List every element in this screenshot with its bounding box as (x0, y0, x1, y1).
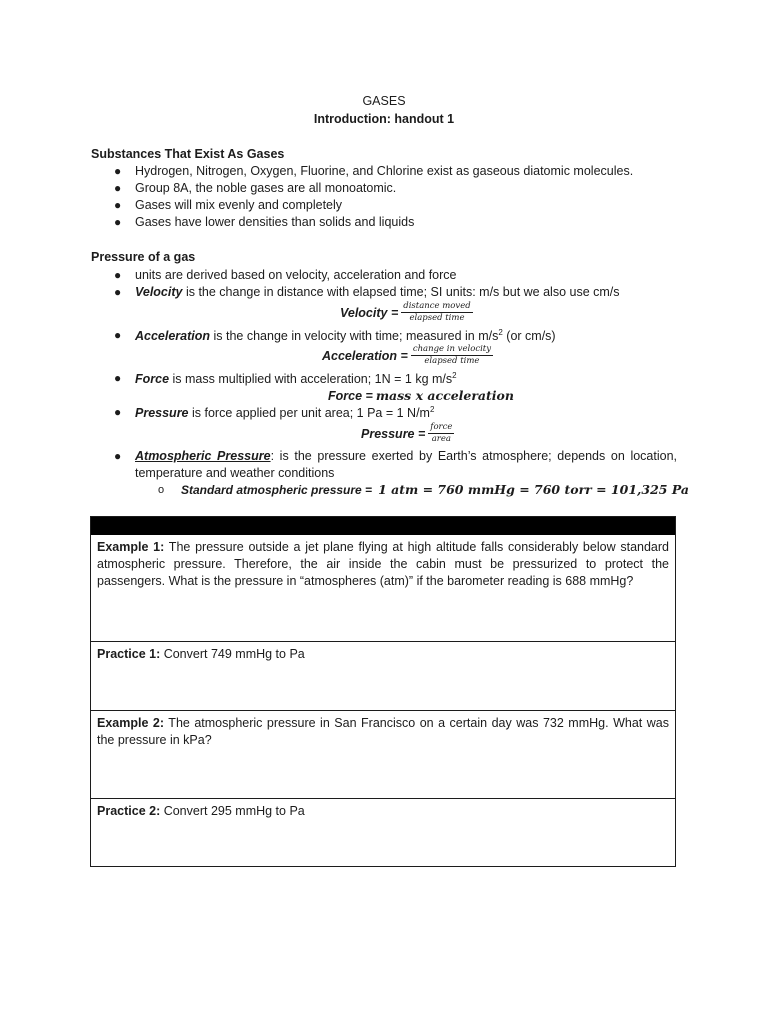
list-item-pressure (135, 405, 434, 420)
bullet-icon: ● (114, 328, 122, 342)
example-2-label: Example 2: (97, 716, 165, 730)
list-item-force (135, 371, 457, 386)
section-heading-pressure: Pressure of a gas (91, 250, 196, 264)
bullet-icon: ● (114, 164, 122, 178)
practice-2-text: Convert 295 mmHg to Pa (160, 804, 305, 818)
term-velocity: Velocity (135, 285, 183, 299)
fraction-denominator: elapsed time (409, 313, 465, 323)
example-1-cell (91, 535, 675, 641)
force-formula-label: Force = (328, 388, 373, 403)
fraction-numerator: distance moved (403, 301, 471, 311)
bullet-icon: ● (114, 181, 122, 195)
pressure-formula (361, 422, 454, 445)
list-item-acceleration (135, 328, 556, 343)
fraction-numerator: change in velocity (412, 344, 492, 354)
velocity-formula-label: Velocity = (340, 305, 399, 320)
practice-2-label: Practice 2: (97, 804, 161, 818)
example-2-cell (91, 710, 675, 798)
list-item-velocity (135, 285, 620, 299)
superscript: 2 (452, 371, 457, 380)
problems-table (90, 516, 676, 867)
table-header-bar (91, 517, 675, 535)
force-definition: is mass multiplied with acceleration; 1N = 1 kg m/s (169, 372, 453, 387)
bullet-icon: ● (114, 198, 122, 212)
atmospheric-definition: : is the pressure exerted by Earth’s atmosphere; depends on location, temperature and weather conditions (135, 449, 677, 480)
list-item: Hydrogen, Nitrogen, Oxygen, Fluorine, and Chlorine exist as gaseous diatomic molecules. (135, 164, 634, 178)
bullet-icon: ● (114, 405, 122, 419)
standard-pressure-label: Standard atmospheric pressure = (181, 482, 373, 497)
pressure-fraction (428, 422, 454, 445)
example-1-label: Example 1: (97, 540, 165, 554)
example-1-text: The pressure outside a jet plane flying at high altitude falls considerably below standard atmospheric pressure. Therefore, the air inside the cabin must be pressurized to protect the passengers. What is the pressure in “atmospheres (atm)” if the barometer reading is 688 mmHg? (97, 540, 669, 588)
list-item: Gases have lower densities than solids and liquids (135, 215, 415, 229)
page-subtitle: Introduction: handout 1 (313, 112, 455, 126)
term-atmospheric-pressure: Atmospheric Pressure (135, 449, 271, 463)
list-item-atmospheric (135, 448, 677, 482)
term-force: Force (135, 372, 170, 387)
pressure-definition: is force applied per unit area; 1 Pa = 1 N/m (188, 406, 430, 421)
sub-bullet-icon: o (158, 484, 165, 496)
example-2-text: The atmospheric pressure in San Francisco on a certain day was 732 mmHg. What was the pressure in kPa? (97, 716, 669, 747)
practice-1-label: Practice 1: (97, 647, 161, 661)
page-title: GASES (362, 94, 406, 108)
acceleration-definition: is the change in velocity with time; measured in m/s (210, 329, 499, 344)
bullet-icon: ● (114, 215, 122, 229)
bullet-icon: ● (114, 268, 122, 282)
section-heading-gases: Substances That Exist As Gases (91, 147, 285, 161)
practice-1-text: Convert 749 mmHg to Pa (160, 647, 305, 661)
pressure-formula-label: Pressure = (361, 426, 426, 441)
term-acceleration: Acceleration (135, 329, 211, 344)
acceleration-formula-label: Acceleration = (322, 348, 408, 363)
superscript: 2 (429, 405, 435, 414)
force-formula (328, 388, 514, 403)
acceleration-fraction (411, 344, 493, 367)
fraction-numerator: force (430, 422, 453, 432)
standard-pressure-value: 1 atm = 760 mmHg = 760 torr = 101,325 Pa (378, 482, 689, 497)
velocity-definition: is the change in distance with elapsed time; SI units: m/s but we also use cm/s (182, 285, 620, 299)
bullet-icon: ● (114, 449, 122, 463)
superscript: 2 (498, 328, 503, 337)
list-item: Gases will mix evenly and completely (135, 198, 343, 212)
list-item: units are derived based on velocity, acceleration and force (135, 268, 457, 282)
velocity-formula (340, 301, 473, 324)
acceleration-definition-tail: (or cm/s) (502, 329, 556, 344)
standard-pressure-line (181, 482, 689, 497)
fraction-denominator: area (431, 434, 451, 444)
practice-2-cell (91, 798, 675, 866)
practice-1-cell (91, 641, 675, 710)
list-item: Group 8A, the noble gases are all monoatomic. (135, 181, 397, 195)
fraction-denominator: elapsed time (424, 356, 480, 366)
bullet-icon: ● (114, 371, 122, 385)
acceleration-formula (322, 344, 493, 367)
term-pressure: Pressure (135, 406, 189, 421)
bullet-icon: ● (114, 285, 122, 299)
velocity-fraction (401, 301, 472, 324)
force-formula-value: mass x acceleration (375, 388, 514, 403)
